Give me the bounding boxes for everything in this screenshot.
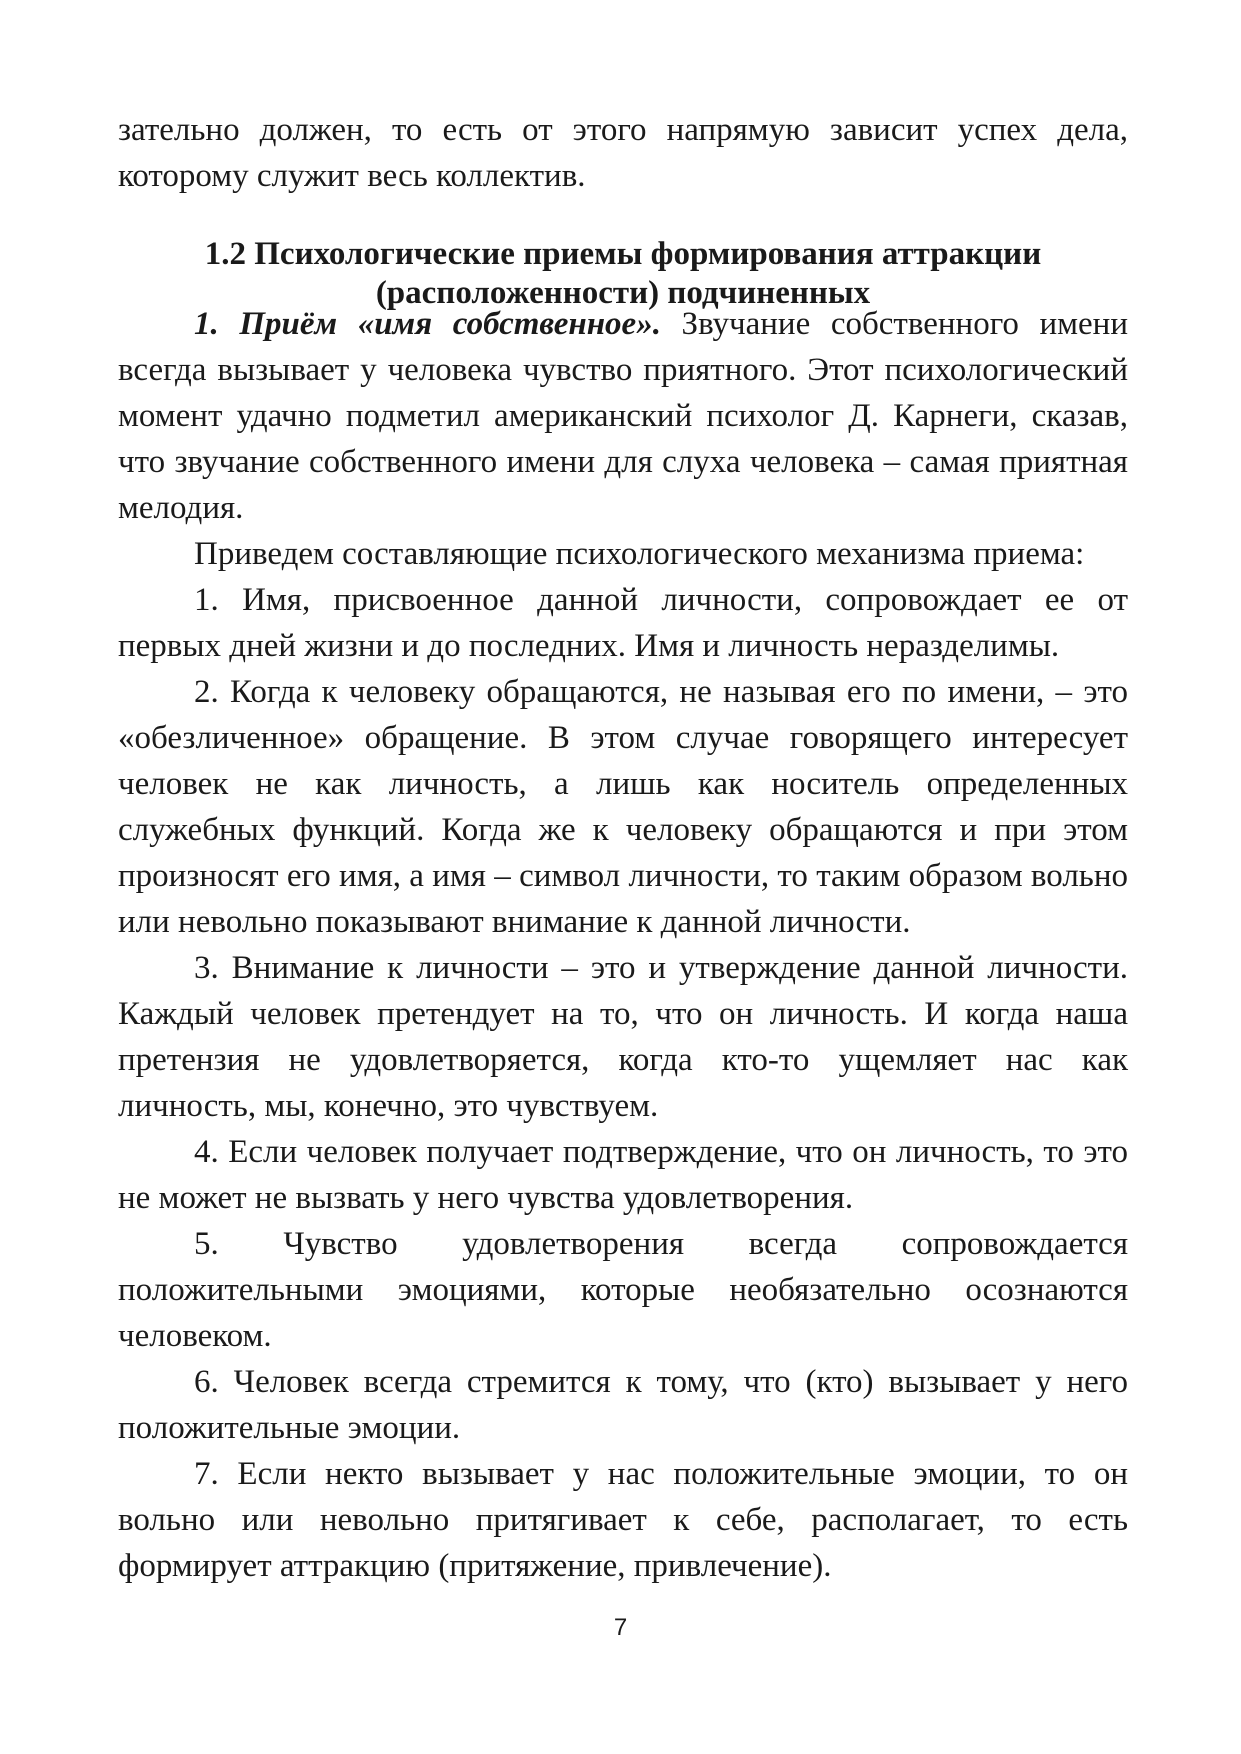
- list-item-6: 6. Человек всегда стремится к тому, что (кто) вызывает у него положительные эмоции.: [118, 1364, 1128, 1446]
- list-item-3: 3. Внимание к личности – это и утверждение данной личности. Каждый человек претендует на то, что он личность. И когда наша претензия не удовлетворяется, когда кто-то ущемляет нас как личность, мы, конечно, это чувствуем.: [118, 950, 1128, 1124]
- list-item-2: 2. Когда к человеку обращаются, не называя его по имени, – это «обезличенное» обращение. В этом случае говорящего интересует человек не как личность, а лишь как носитель определенных служебных функций. Когда же к человеку обращаются и при этом произносят его имя, а имя – символ личности, то таким образом вольно или невольно показывают внимание к данной личности.: [118, 674, 1128, 940]
- body-text: [118, 301, 1128, 1589]
- page-number: 7: [613, 1614, 628, 1641]
- section-heading-line-1: 1.2 Психологические приемы формирования аттракции: [204, 236, 1042, 272]
- technique-lead: 1. Приём «имя собственное».: [194, 306, 661, 342]
- top-text: [118, 107, 1128, 199]
- continued-paragraph: зательно должен, то есть от этого напрямую зависит успех дела, которому служит весь коллектив.: [118, 112, 1128, 194]
- list-item-7: 7. Если некто вызывает у нас положительные эмоции, то он вольно или невольно притягивает к себе, располагает, то есть формирует аттракцию (притяжение, привлечение).: [118, 1456, 1128, 1584]
- list-item-5: 5. Чувство удовлетворения всегда сопровождается положительными эмоциями, которые необязательно осознаются человеком.: [118, 1226, 1128, 1354]
- list-item-1: 1. Имя, присвоенное данной личности, сопровождает ее от первых дней жизни и до последних. Имя и личность неразделимы.: [118, 582, 1128, 664]
- section-heading-line-2: (расположенности) подчиненных: [375, 275, 871, 311]
- mechanism-intro: Приведем составляющие психологического механизма приема:: [194, 536, 1085, 572]
- list-item-4: 4. Если человек получает подтверждение, что он личность, то это не может не вызвать у него чувства удовлетворения.: [118, 1134, 1128, 1216]
- technique-paragraph: [118, 301, 1128, 531]
- technique-text: Звучание собственного имени всегда вызывает у человека чувство приятного. Этот психологический момент удачно подметил американский психолог Д. Карнеги, сказав, что звучание собственного имени для слуха человека – самая приятная мелодия.: [118, 306, 1129, 526]
